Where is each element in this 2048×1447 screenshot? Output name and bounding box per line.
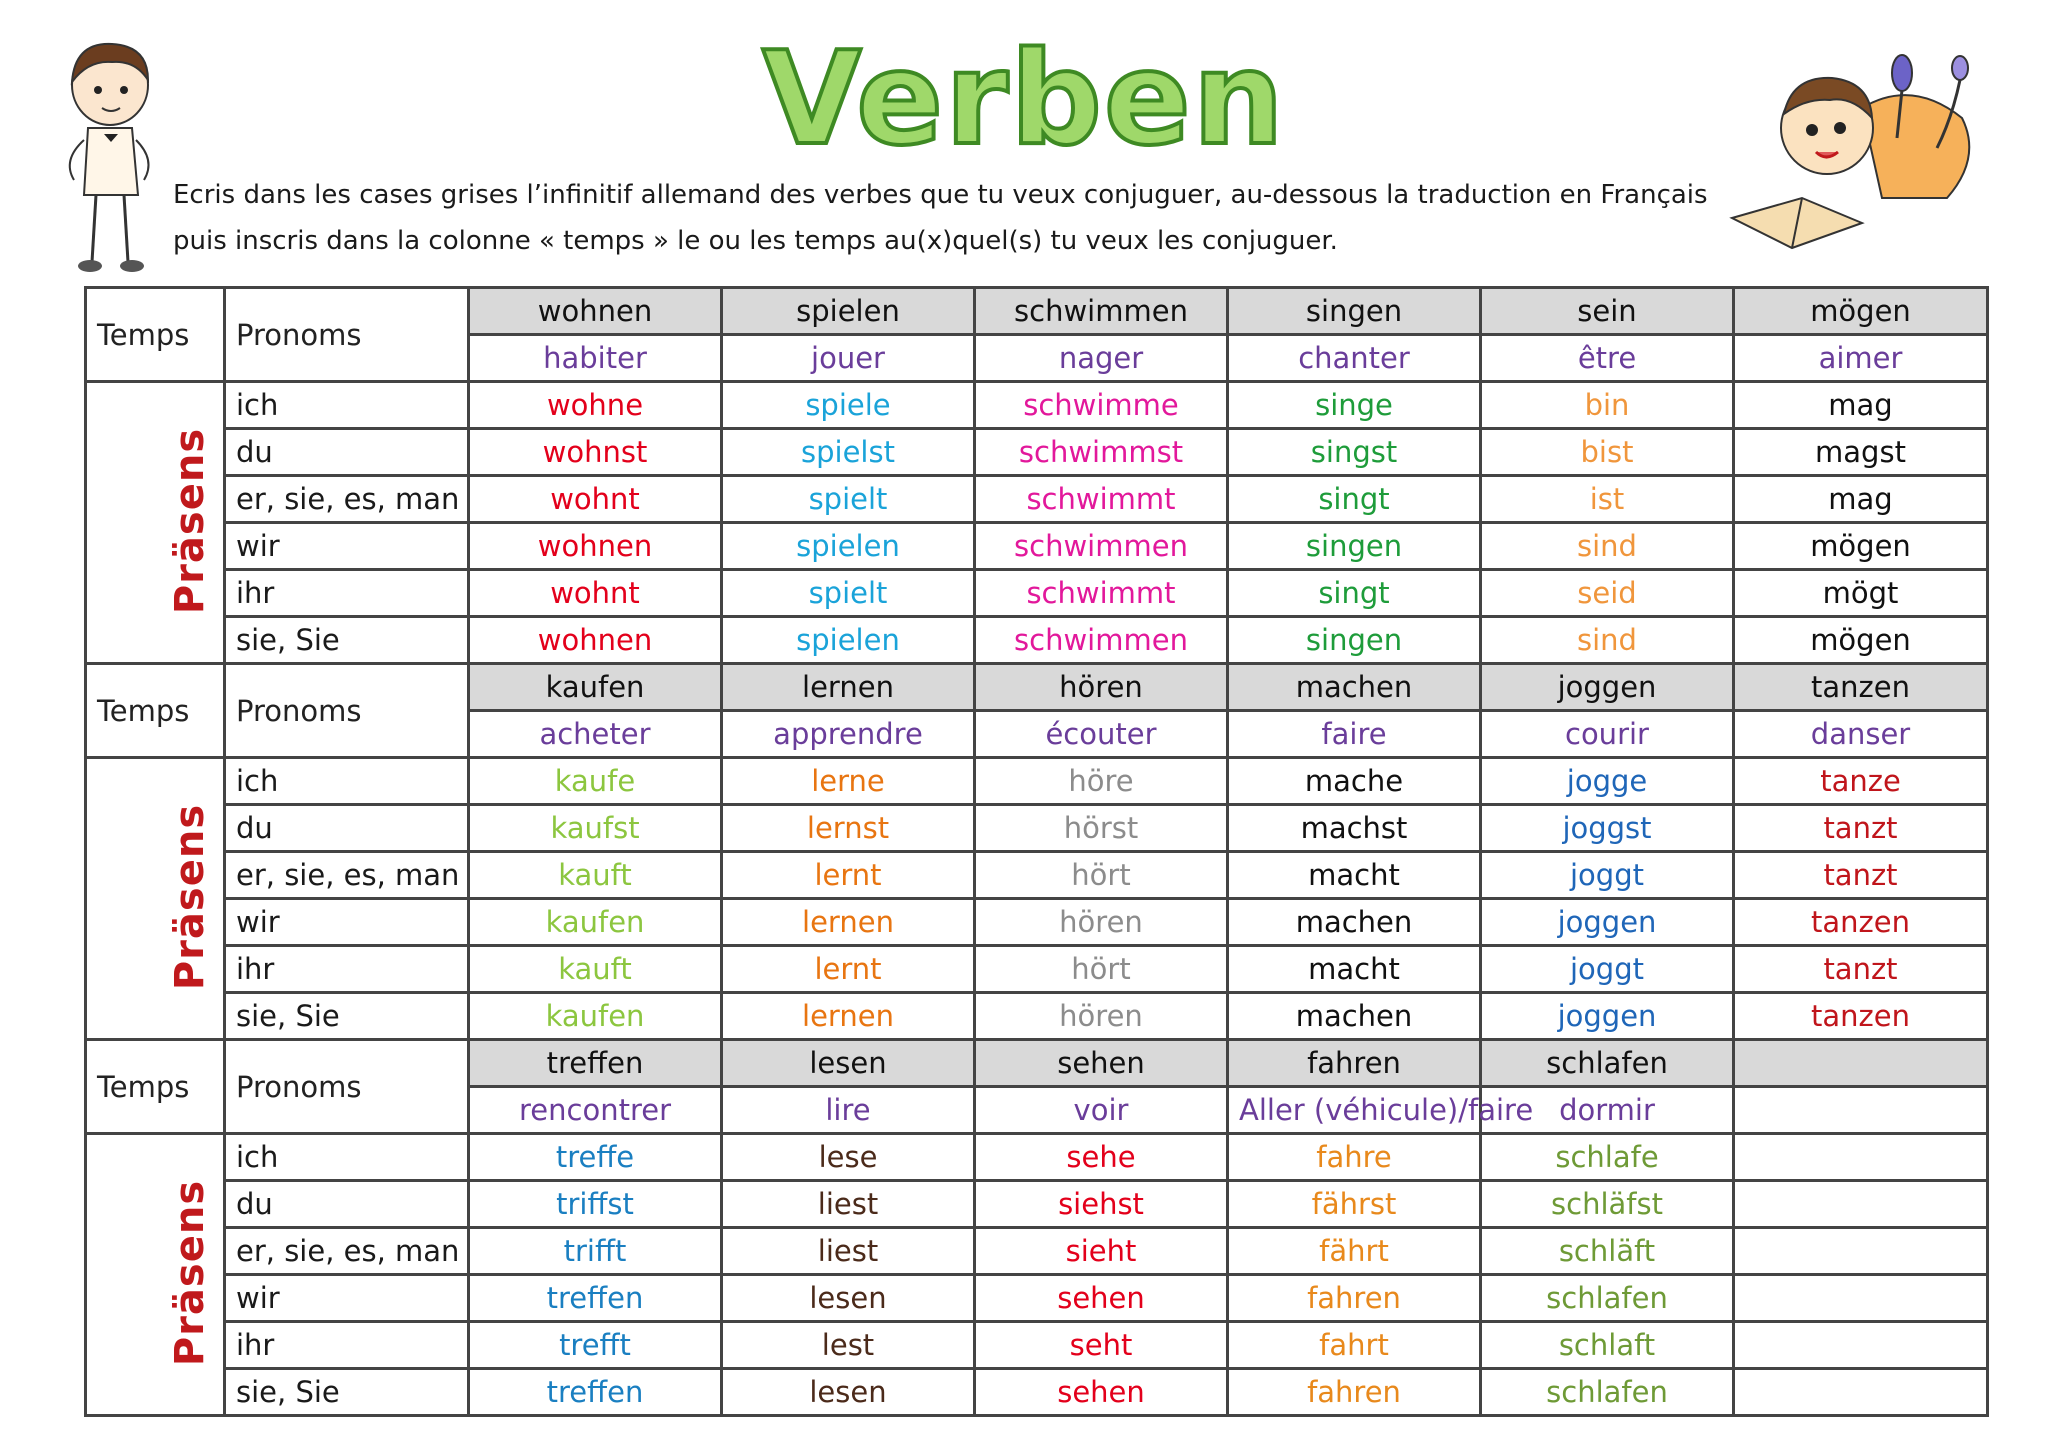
tense-label: Präsens [167,803,214,991]
conjugated-form-cell: siehst [975,1181,1228,1228]
conjugated-form-cell: bist [1481,429,1734,476]
conjugated-form-cell: macht [1228,946,1481,993]
conjugated-form-cell: sehe [975,1134,1228,1181]
conjugated-form-cell: kaufen [469,899,722,946]
conjugated-form-cell: magst [1734,429,1988,476]
pronoun-cell: wir [225,1275,469,1322]
infinitive-cell: sehen [975,1040,1228,1087]
conjugation-row [86,1369,1988,1416]
conjugation-row [86,382,1988,429]
translation-cell: nager [975,335,1228,382]
verb-header-row-infinitives [86,288,1988,335]
conjugated-form-cell: schläfst [1481,1181,1734,1228]
conjugated-form-cell: schläft [1481,1228,1734,1275]
conjugated-form-cell: lerne [722,758,975,805]
infinitive-cell: wohnen [469,288,722,335]
conjugated-form-cell: wohnst [469,429,722,476]
conjugated-form-cell: schlafen [1481,1275,1734,1322]
translation-cell: écouter [975,711,1228,758]
pronoun-cell: ihr [225,570,469,617]
conjugated-form-cell: lese [722,1134,975,1181]
infinitive-cell: sein [1481,288,1734,335]
translation-cell: rencontrer [469,1087,722,1134]
conjugation-row [86,429,1988,476]
infinitive-cell: tanzen [1734,664,1988,711]
conjugated-form-cell [1734,1181,1988,1228]
translation-cell: être [1481,335,1734,382]
pronoun-cell: er, sie, es, man [225,852,469,899]
translation-cell: Aller (véhicule)/faire [1228,1087,1481,1134]
conjugated-form-cell: spielt [722,570,975,617]
translation-cell: courir [1481,711,1734,758]
conjugated-form-cell: fahren [1228,1369,1481,1416]
pronoun-cell: ich [225,1134,469,1181]
conjugated-form-cell: spielst [722,429,975,476]
conjugation-row [86,570,1988,617]
conjugated-form-cell: mögt [1734,570,1988,617]
conjugation-row [86,946,1988,993]
conjugated-form-cell: triffst [469,1181,722,1228]
conjugated-form-cell: lernst [722,805,975,852]
infinitive-cell: spielen [722,288,975,335]
conjugated-form-cell: joggen [1481,993,1734,1040]
conjugated-form-cell: mag [1734,476,1988,523]
pronoun-cell: sie, Sie [225,617,469,664]
conjugated-form-cell: mögen [1734,523,1988,570]
translation-cell: lire [722,1087,975,1134]
conjugated-form-cell: wohnen [469,617,722,664]
conjugation-row [86,1322,1988,1369]
translation-cell: aimer [1734,335,1988,382]
conjugated-form-cell: schwimmen [975,523,1228,570]
conjugated-form-cell: bin [1481,382,1734,429]
conjugated-form-cell: singen [1228,617,1481,664]
conjugated-form-cell: sieht [975,1228,1228,1275]
conjugated-form-cell: liest [722,1228,975,1275]
conjugated-form-cell: treffen [469,1369,722,1416]
conjugated-form-cell: sehen [975,1275,1228,1322]
boy-illustration-left [40,30,170,280]
conjugated-form-cell: singe [1228,382,1481,429]
conjugated-form-cell: trefft [469,1322,722,1369]
conjugated-form-cell [1734,1322,1988,1369]
conjugated-form-cell [1734,1134,1988,1181]
infinitive-cell: kaufen [469,664,722,711]
conjugated-form-cell: schwimme [975,382,1228,429]
conjugation-row [86,1275,1988,1322]
conjugation-row [86,852,1988,899]
conjugated-form-cell: spielt [722,476,975,523]
infinitive-cell: hören [975,664,1228,711]
infinitive-cell: schlafen [1481,1040,1734,1087]
infinitive-cell: schwimmen [975,288,1228,335]
conjugated-form-cell: kaufst [469,805,722,852]
infinitive-cell: fahren [1228,1040,1481,1087]
conjugated-form-cell: mache [1228,758,1481,805]
conjugated-form-cell: fährt [1228,1228,1481,1275]
conjugated-form-cell [1734,1275,1988,1322]
conjugated-form-cell: wohnt [469,476,722,523]
conjugated-form-cell: tanzt [1734,852,1988,899]
conjugated-form-cell: sind [1481,617,1734,664]
conjugated-form-cell [1734,1369,1988,1416]
conjugated-form-cell: jogge [1481,758,1734,805]
conjugated-form-cell: spielen [722,523,975,570]
infinitive-cell: joggen [1481,664,1734,711]
conjugated-form-cell: singst [1228,429,1481,476]
conjugated-form-cell: kauft [469,946,722,993]
translation-cell: chanter [1228,335,1481,382]
conjugated-form-cell: höre [975,758,1228,805]
conjugation-row [86,1134,1988,1181]
conjugated-form-cell: schlaft [1481,1322,1734,1369]
conjugated-form-cell: lernen [722,899,975,946]
conjugated-form-cell: tanze [1734,758,1988,805]
conjugated-form-cell: fährst [1228,1181,1481,1228]
conjugated-form-cell: hört [975,852,1228,899]
pronoun-cell: du [225,805,469,852]
conjugated-form-cell: joggst [1481,805,1734,852]
tense-label: Präsens [167,427,214,615]
conjugated-form-cell: machen [1228,993,1481,1040]
conjugated-form-cell: wohne [469,382,722,429]
conjugated-form-cell: lernen [722,993,975,1040]
conjugated-form-cell: sehen [975,1369,1228,1416]
pronoms-header-cell: Pronoms [225,288,469,382]
translation-cell: habiter [469,335,722,382]
conjugated-form-cell: spielen [722,617,975,664]
conjugated-form-cell: schlafe [1481,1134,1734,1181]
conjugated-form-cell: trifft [469,1228,722,1275]
conjugation-row [86,1228,1988,1275]
conjugated-form-cell: joggen [1481,899,1734,946]
conjugated-form-cell: schwimmst [975,429,1228,476]
conjugation-row [86,899,1988,946]
conjugated-form-cell: treffen [469,1275,722,1322]
conjugated-form-cell: schlafen [1481,1369,1734,1416]
pronoun-cell: wir [225,899,469,946]
conjugated-form-cell: kaufen [469,993,722,1040]
conjugation-row [86,476,1988,523]
tense-label-cell [86,382,225,664]
verb-header-row-infinitives [86,1040,1988,1087]
conjugated-form-cell: macht [1228,852,1481,899]
conjugated-form-cell: wohnt [469,570,722,617]
conjugated-form-cell: sind [1481,523,1734,570]
instructions-text: Ecris dans les cases grises l’infinitif allemand des verbes que tu veux conjuguer, au-dessous la traduction en Français puis inscris dans la colonne « temps » le ou les temps au(x)quel(s) tu veux les conjuguer. [173,180,1708,256]
conjugated-form-cell: fahre [1228,1134,1481,1181]
conjugated-form-cell: singen [1228,523,1481,570]
conjugated-form-cell: schwimmen [975,617,1228,664]
translation-cell: jouer [722,335,975,382]
conjugated-form-cell: lernt [722,946,975,993]
conjugated-form-cell: tanzen [1734,899,1988,946]
infinitive-cell: machen [1228,664,1481,711]
pronoun-cell: ihr [225,1322,469,1369]
conjugated-form-cell: lernt [722,852,975,899]
conjugated-form-cell: wohnen [469,523,722,570]
translation-cell: acheter [469,711,722,758]
conjugated-form-cell: singt [1228,570,1481,617]
verb-conjugation-table [84,286,1989,1417]
pronoun-cell: ihr [225,946,469,993]
temps-header-cell: Temps [86,1040,225,1134]
conjugated-form-cell: schwimmt [975,476,1228,523]
pronoun-cell: du [225,429,469,476]
conjugated-form-cell: tanzt [1734,805,1988,852]
translation-cell: danser [1734,711,1988,758]
pronoun-cell: er, sie, es, man [225,476,469,523]
translation-cell [1734,1087,1988,1134]
conjugated-form-cell: joggt [1481,946,1734,993]
translation-cell: dormir [1481,1087,1734,1134]
temps-header-cell: Temps [86,288,225,382]
conjugated-form-cell: hörst [975,805,1228,852]
conjugation-row [86,1181,1988,1228]
infinitive-cell [1734,1040,1988,1087]
translation-cell: faire [1228,711,1481,758]
conjugated-form-cell: hört [975,946,1228,993]
verb-header-row-infinitives [86,664,1988,711]
infinitive-cell: singen [1228,288,1481,335]
pronoms-header-cell: Pronoms [225,664,469,758]
pronoun-cell: er, sie, es, man [225,1228,469,1275]
infinitive-cell: treffen [469,1040,722,1087]
conjugation-row [86,805,1988,852]
pronoun-cell: sie, Sie [225,993,469,1040]
conjugated-form-cell: joggt [1481,852,1734,899]
conjugated-form-cell: treffe [469,1134,722,1181]
translation-cell: voir [975,1087,1228,1134]
conjugation-row [86,617,1988,664]
pronoun-cell: wir [225,523,469,570]
conjugated-form-cell: schwimmt [975,570,1228,617]
infinitive-cell: mögen [1734,288,1988,335]
pronoun-cell: du [225,1181,469,1228]
conjugated-form-cell: seid [1481,570,1734,617]
boy-reading-illustration-right [1712,48,1994,258]
tense-label: Präsens [167,1179,214,1367]
conjugated-form-cell: lesen [722,1369,975,1416]
conjugated-form-cell [1734,1228,1988,1275]
conjugated-form-cell: fahren [1228,1275,1481,1322]
conjugated-form-cell: hören [975,899,1228,946]
conjugated-form-cell: kaufe [469,758,722,805]
conjugated-form-cell: singt [1228,476,1481,523]
conjugated-form-cell: hören [975,993,1228,1040]
conjugation-row [86,523,1988,570]
pronoms-header-cell: Pronoms [225,1040,469,1134]
conjugated-form-cell: lesen [722,1275,975,1322]
conjugation-row [86,993,1988,1040]
conjugated-form-cell: ist [1481,476,1734,523]
conjugated-form-cell: seht [975,1322,1228,1369]
pronoun-cell: ich [225,758,469,805]
conjugation-row [86,758,1988,805]
conjugated-form-cell: lest [722,1322,975,1369]
pronoun-cell: sie, Sie [225,1369,469,1416]
conjugated-form-cell: tanzt [1734,946,1988,993]
conjugated-form-cell: machst [1228,805,1481,852]
temps-header-cell: Temps [86,664,225,758]
page-title: Verben [762,25,1286,174]
conjugated-form-cell: mag [1734,382,1988,429]
tense-label-cell [86,758,225,1040]
conjugated-form-cell: liest [722,1181,975,1228]
conjugated-form-cell: fahrt [1228,1322,1481,1369]
infinitive-cell: lesen [722,1040,975,1087]
conjugated-form-cell: spiele [722,382,975,429]
conjugated-form-cell: mögen [1734,617,1988,664]
tense-label-cell [86,1134,225,1416]
conjugated-form-cell: tanzen [1734,993,1988,1040]
translation-cell: apprendre [722,711,975,758]
conjugated-form-cell: kauft [469,852,722,899]
infinitive-cell: lernen [722,664,975,711]
pronoun-cell: ich [225,382,469,429]
conjugated-form-cell: machen [1228,899,1481,946]
